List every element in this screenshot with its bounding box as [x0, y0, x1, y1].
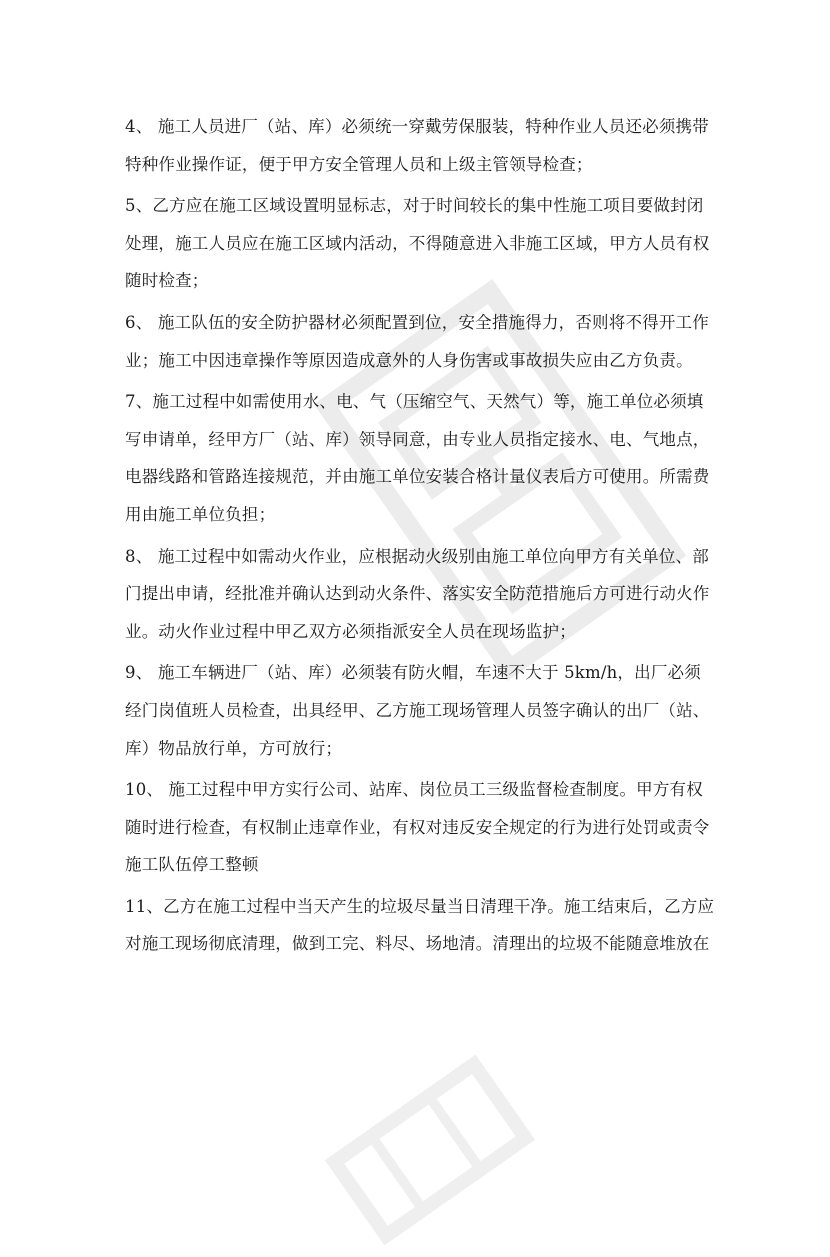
paragraph-line: 5、乙方应在施工区域设置明显标志，对于时间较长的集中性施工项目要做封闭: [125, 196, 704, 216]
paragraph-line: 11、乙方在施工过程中当天产生的垃圾尽量当日清理干净。施工结束后，乙方应: [125, 896, 715, 916]
paragraph-line: 电器线路和管路连接规范，并由施工单位安装合格计量仪表后方可使用。所需费: [125, 467, 710, 487]
paragraph-11: [125, 888, 715, 963]
document-body: [125, 108, 715, 963]
paragraph-line: 库）物品放行单，方可放行；: [125, 738, 343, 758]
paragraph-line: 7、施工过程中如需使用水、电、气（压缩空气、天然气）等，施工单位必须填: [125, 392, 704, 412]
paragraph-line: 业；施工中因违章操作等原因造成意外的人身伤害或事故损失应由乙方负责。: [125, 350, 693, 370]
paragraph-line: 写申请单，经甲方厂（站、库）领导同意，由专业人员指定接水、电、气地点，: [125, 429, 710, 449]
paragraph-9: [125, 654, 710, 767]
paragraph-line: 业。动火作业过程中甲乙双方必须指派安全人员在现场监护；: [125, 621, 576, 641]
paragraph-8: [125, 538, 710, 651]
paragraph-line: 随时检查；: [125, 271, 209, 291]
paragraph-6: [125, 304, 710, 379]
paragraph-line: 处理，施工人员应在施工区域内活动，不得随意进入非施工区域，甲方人员有权: [125, 233, 710, 253]
paragraph-4: [125, 108, 710, 183]
paragraph-line: 特种作业操作证，便于甲方安全管理人员和上级主管领导检查；: [125, 154, 593, 174]
paragraph-line: 经门岗值班人员检查，出具经甲、乙方施工现场管理人员签字确认的出厂（站、: [125, 700, 710, 720]
paragraph-10: [125, 771, 710, 884]
watermark-graphic-bottom: [314, 1043, 547, 1256]
paragraph-line: 用由施工单位负担；: [125, 504, 276, 524]
paragraph-line: 10、 施工过程中甲方实行公司、站库、岗位员工三级监督检查制度。甲方有权: [125, 780, 703, 800]
paragraph-line: 门提出申请，经批准并确认达到动火条件、落实安全防范措施后方可进行动火作: [125, 584, 710, 604]
paragraph-line: 随时进行检查，有权制止违章作业，有权对违反安全规定的行为进行处罚或责令: [125, 817, 710, 837]
paragraph-line: 4、 施工人员进厂（站、库）必须统一穿戴劳保服装，特种作业人员还必须携带: [125, 117, 709, 136]
paragraph-line: 施工队伍停工整顿: [125, 855, 259, 875]
paragraph-line: 9、 施工车辆进厂（站、库）必须装有防火帽，车速不大于 5km/h，出厂必须: [125, 663, 701, 683]
paragraph-line: 8、 施工过程中如需动火作业，应根据动火级别由施工单位向甲方有关单位、部: [125, 546, 709, 566]
paragraph-5: [125, 187, 710, 300]
paragraph-line: 6、 施工队伍的安全防护器材必须配置到位，安全措施得力，否则将不得开工作: [125, 312, 709, 332]
paragraph-line: 对施工现场彻底清理，做到工完、料尽、场地清。清理出的垃圾不能随意堆放在: [125, 934, 710, 954]
paragraph-7: [125, 383, 710, 533]
